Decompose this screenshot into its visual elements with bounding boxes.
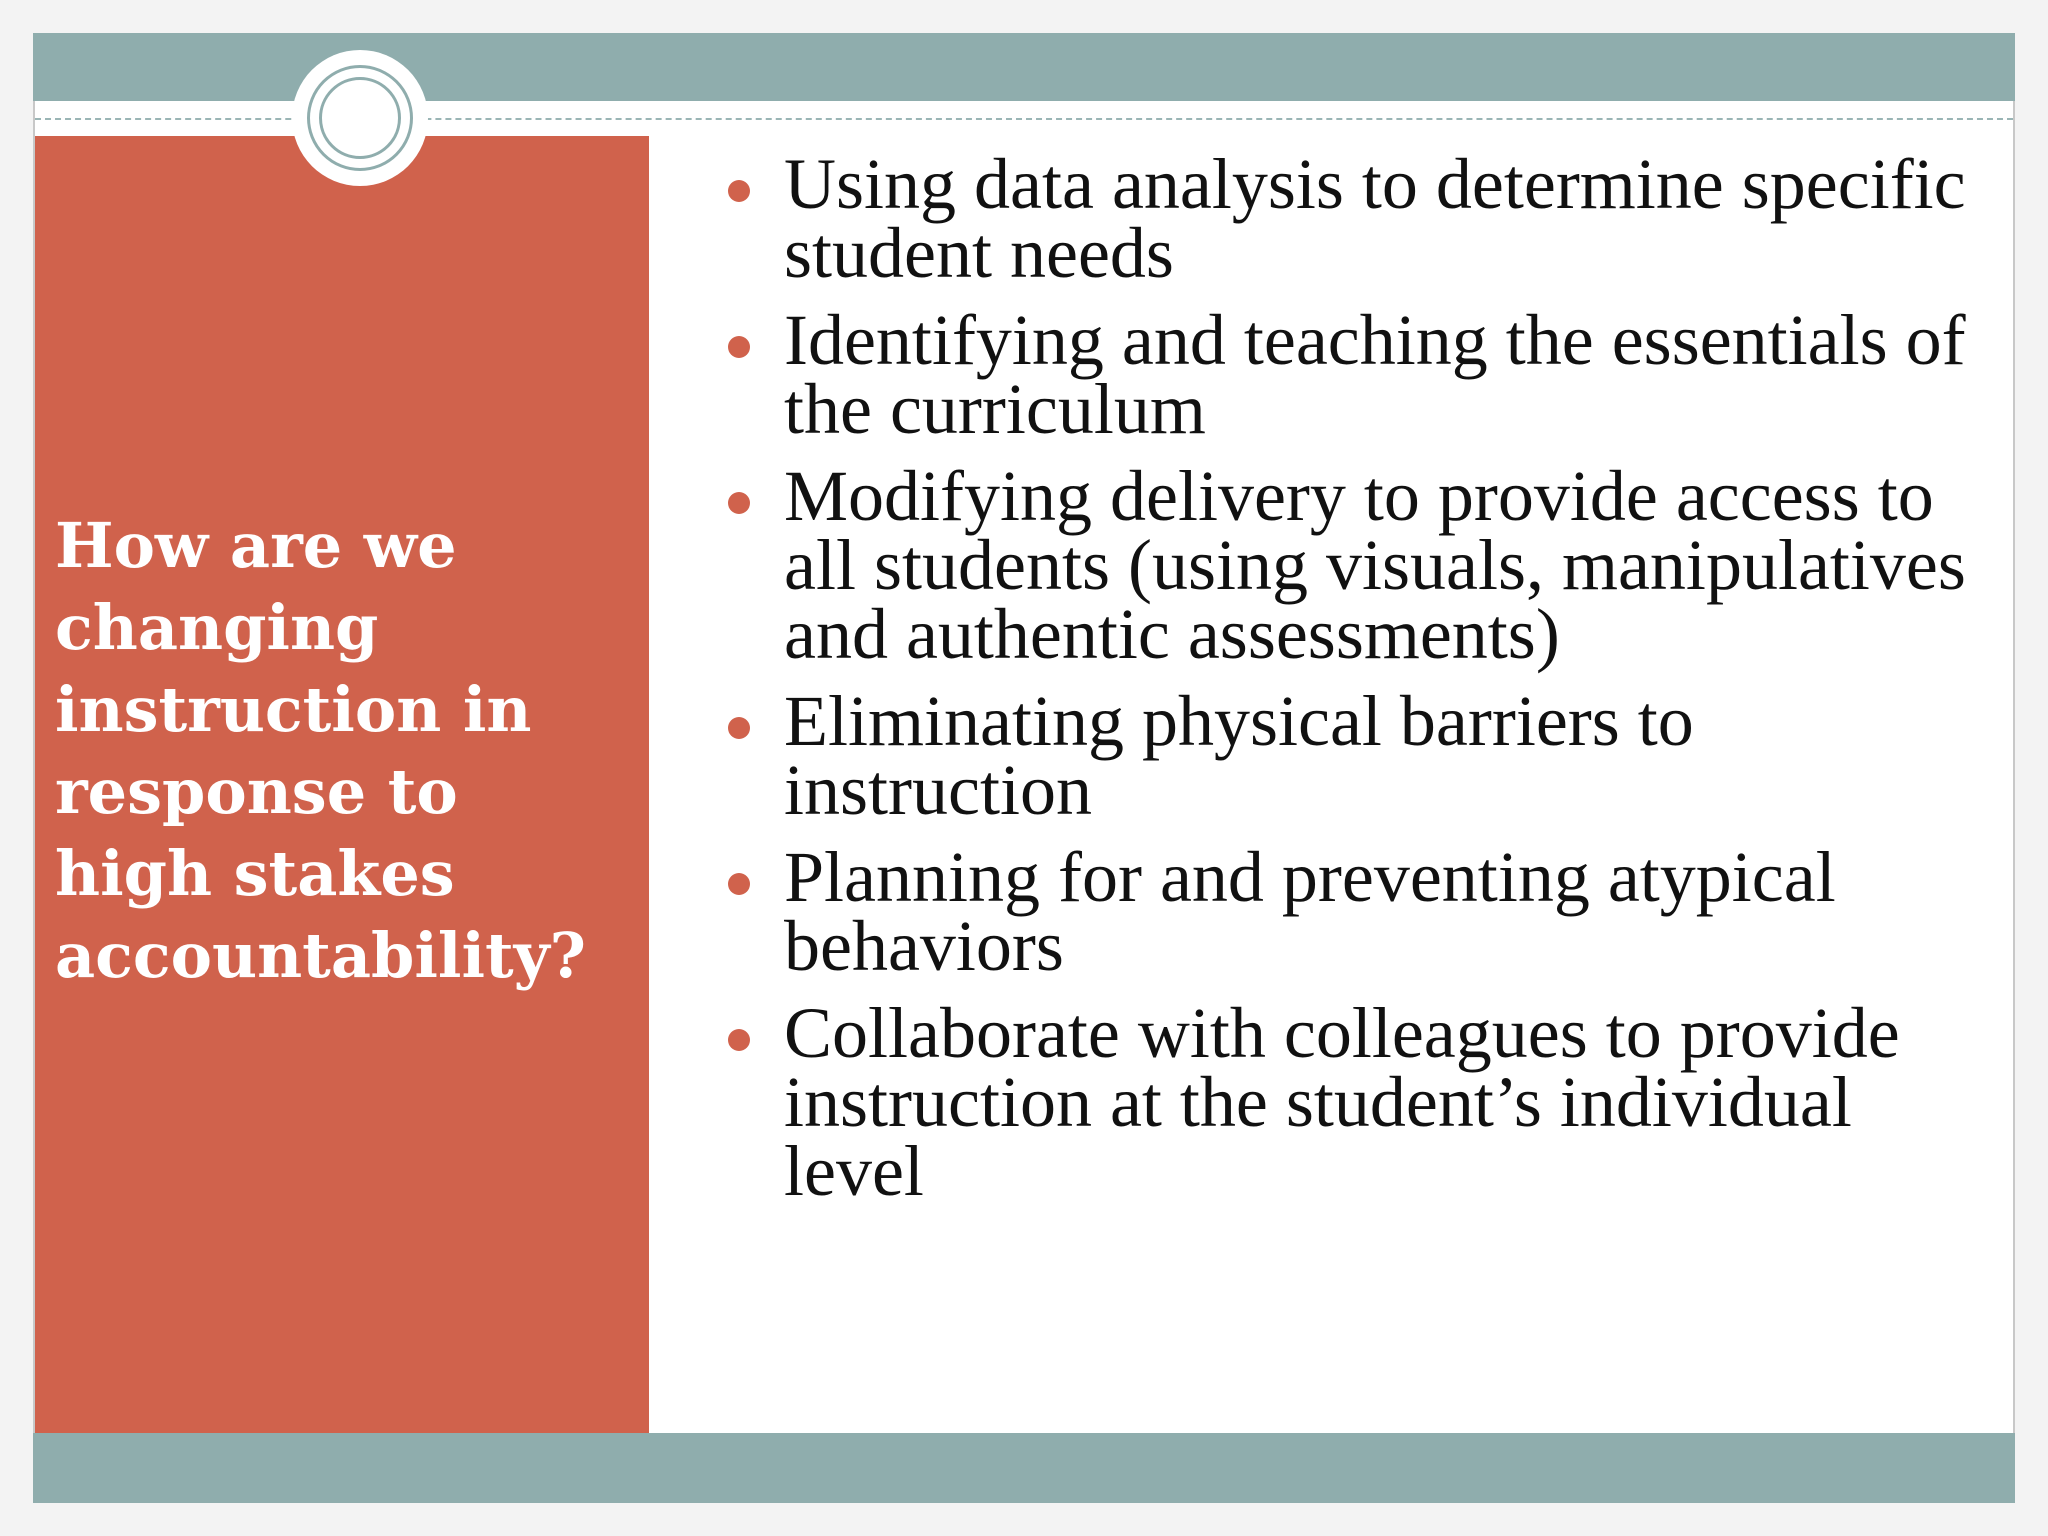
bottom-accent-band: [33, 1433, 2015, 1503]
bullet-text: Eliminating physical barriers to instruction: [784, 681, 1694, 830]
bullet-text: Using data analysis to determine specific student needs: [784, 144, 1966, 293]
bullet-item: [720, 993, 1970, 1211]
bullet-list: [720, 144, 1970, 1211]
bullet-item: [720, 681, 1970, 830]
bullet-dot-icon: [728, 492, 750, 514]
medallion-outer-ring: [307, 65, 413, 171]
slide-title: How are we changing instruction in response to high stakes accountability?: [55, 509, 586, 992]
bullet-dot-icon: [728, 717, 750, 739]
medallion-inner-ring: [319, 77, 401, 159]
bullet-item: [720, 144, 1970, 293]
bullet-dot-icon: [728, 1029, 750, 1051]
bullet-item: [720, 837, 1970, 986]
bullet-text: Planning for and preventing atypical behaviors: [784, 837, 1836, 986]
bullet-item: [720, 300, 1970, 449]
bullet-text: Modifying delivery to provide access to all students (using visuals, manipulatives and authentic assessments): [784, 456, 1966, 674]
bullet-text: Collaborate with colleagues to provide instruction at the student’s individual level: [784, 993, 1900, 1211]
bullet-dot-icon: [728, 336, 750, 358]
content-area: [720, 144, 1970, 1224]
bullet-text: Identifying and teaching the essentials of the curriculum: [784, 300, 1966, 449]
bullet-dot-icon: [728, 180, 750, 202]
title-container: [55, 505, 635, 997]
circle-medallion-icon: [292, 50, 428, 186]
bullet-dot-icon: [728, 873, 750, 895]
bullet-item: [720, 456, 1970, 674]
